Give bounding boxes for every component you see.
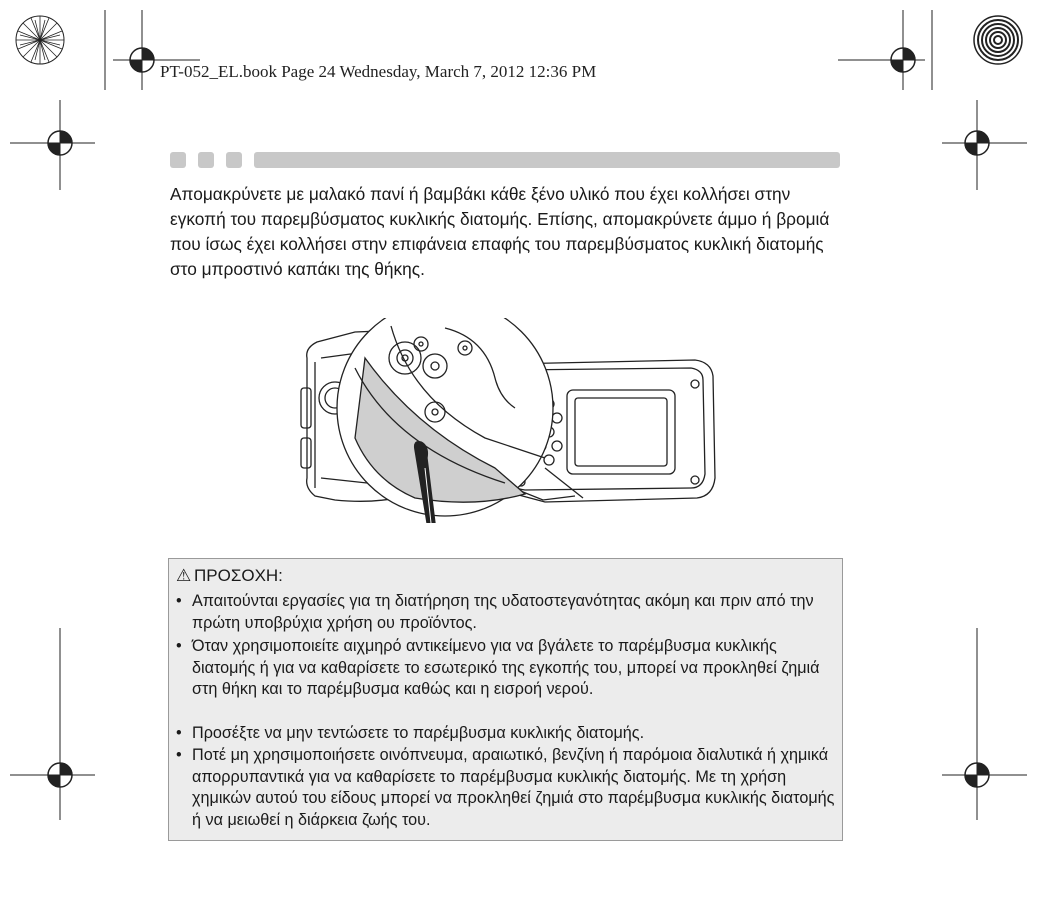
heading-square <box>170 152 186 168</box>
warning-triangle-icon: ⚠ <box>176 566 192 585</box>
bullet-icon: • <box>176 592 182 610</box>
book-page-header: PT-052_EL.book Page 24 Wednesday, March 7, 2012 12:36 PM <box>160 62 597 81</box>
bullet-icon: • <box>176 637 182 655</box>
crosshair-left-upper <box>10 100 95 190</box>
caution-heading <box>176 566 283 586</box>
bullet-icon: • <box>176 746 182 764</box>
instruction-paragraph: Απομακρύνετε με μαλακό πανί ή βαμβάκι κάθε ξένο υλικό που έχει κολλήσει στην εγκοπή του παρεμβύσματος κυκλικής διατομής. Επίσης, απομακρύνετε άμμο ή βρομιά που ίσως έχει κολλήσει στην επιφάνεια επαφής του παρεμβύσματος κυκλική διατομής στο μπροστινό καπάκι της θήκης. <box>170 184 830 279</box>
registration-target-top-right <box>974 16 1022 64</box>
housing-cleaning-illustration <box>295 318 721 523</box>
crosshair-top-right <box>838 10 925 90</box>
heading-square <box>226 152 242 168</box>
crosshair-left-lower <box>10 628 95 820</box>
caution-list-item: • Προσέξτε να μην τεντώσετε το παρέμβυσμα κυκλικής διατομής. <box>176 723 838 745</box>
caution-title: ΠΡΟΣΟΧΗ: <box>194 566 283 585</box>
heading-bar <box>254 152 840 168</box>
registration-target-top-left <box>16 16 64 64</box>
section-heading-bar <box>170 152 840 168</box>
crosshair-right-lower <box>942 628 1027 820</box>
caution-list-item: • Όταν χρησιμοποιείτε αιχμηρό αντικείμενο για να βγάλετε το παρέμβυσμα κυκλικής διατομής ή για να καθαρίσετε το εσωτερικό της εγκοπής του, μπορεί να προκληθεί ζημιά στη θήκη και το παρέμβυσμα καθώς και η εισροή νερού. <box>176 637 820 698</box>
caution-list-item: • Απαιτούνται εργασίες για τη διατήρηση της υδατοστεγανότητας ακόμη και πριν από την πρώτη υποβρύχια χρήση ου προϊόντος. <box>176 592 814 632</box>
crosshair-right-upper <box>942 100 1027 190</box>
caution-list-item: • Ποτέ μη χρησιμοποιήσετε οινόπνευμα, αραιωτικό, βενζίνη ή παρόμοια διαλυτικά ή χημικά απορρυπαντικά για να καθαρίσετε το παρέμβυσμα κυκλικής διατομής. Με τη χρήση χημικών αυτού του είδους μπορεί να προκληθεί ζημιά στο παρέμβυσμα κυκλικής διατομής ή να μειωθεί η διάρκεια ζωής του. <box>176 746 835 829</box>
bullet-icon: • <box>176 724 182 742</box>
heading-square <box>198 152 214 168</box>
